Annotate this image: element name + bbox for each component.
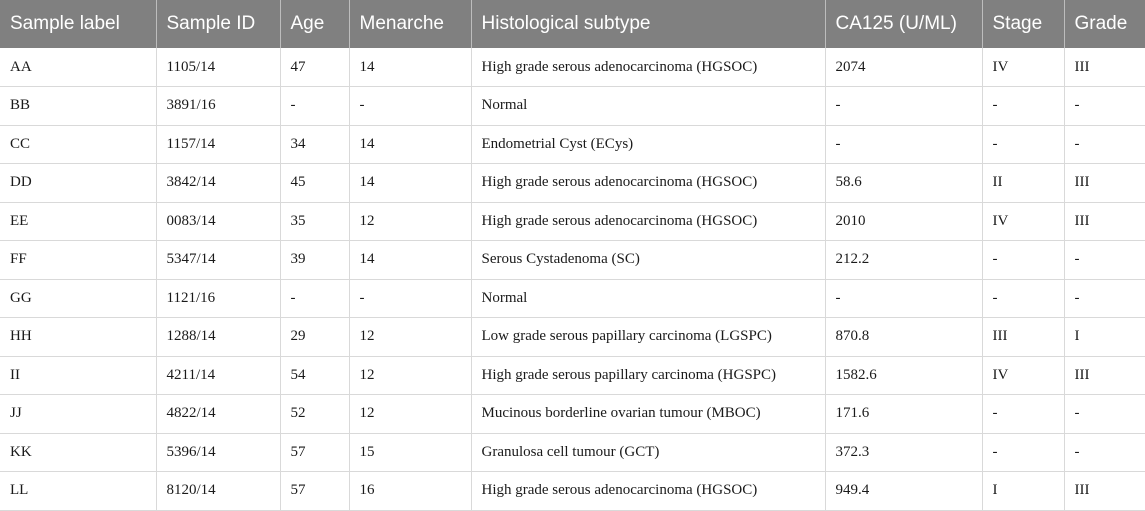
header-grade: Grade	[1074, 13, 1128, 34]
cell-grade: III	[1064, 48, 1145, 87]
table-body	[0, 48, 1145, 510]
cell-age: -	[280, 279, 349, 318]
cell-ca125: 212.2	[825, 241, 982, 280]
cell-stage: II	[982, 164, 1064, 203]
cell-stage: IV	[982, 202, 1064, 241]
cell-ca125: 1582.6	[825, 356, 982, 395]
cell-sample-id: 8120/14	[156, 472, 280, 511]
cell-menarche: 12	[349, 356, 471, 395]
table-row	[0, 164, 1145, 203]
cell-stage: -	[982, 241, 1064, 280]
table-row	[0, 395, 1145, 434]
cell-stage: -	[982, 279, 1064, 318]
cell-stage: -	[982, 395, 1064, 434]
cell-age: 52	[280, 395, 349, 434]
cell-menarche: 14	[349, 125, 471, 164]
header-menarche: Menarche	[349, 0, 471, 48]
cell-menarche: 14	[349, 164, 471, 203]
cell-stage: III	[982, 318, 1064, 357]
cell-ca125: 949.4	[825, 472, 982, 511]
table-row	[0, 318, 1145, 357]
cell-grade: -	[1064, 125, 1145, 164]
cell-sample-label: DD	[0, 164, 156, 203]
cell-histological-subtype: High grade serous papillary carcinoma (HGSPC)	[471, 356, 825, 395]
cell-menarche: 12	[349, 318, 471, 357]
table-header	[0, 0, 1145, 48]
cell-age: 35	[280, 202, 349, 241]
table-row	[0, 125, 1145, 164]
cell-sample-label: JJ	[0, 395, 156, 434]
cell-age: 54	[280, 356, 349, 395]
cell-grade: III	[1064, 472, 1145, 511]
cell-sample-id: 1157/14	[156, 125, 280, 164]
cell-histological-subtype: High grade serous adenocarcinoma (HGSOC)	[471, 48, 825, 87]
cell-age: 45	[280, 164, 349, 203]
cell-menarche: 14	[349, 241, 471, 280]
cell-menarche: 16	[349, 472, 471, 511]
cell-age: -	[280, 87, 349, 126]
table-row	[0, 241, 1145, 280]
cell-sample-label: LL	[0, 472, 156, 511]
cell-menarche: 15	[349, 433, 471, 472]
header-stage: Stage	[982, 0, 1064, 48]
cell-sample-id: 3842/14	[156, 164, 280, 203]
cell-stage: I	[982, 472, 1064, 511]
cell-sample-label: II	[0, 356, 156, 395]
cell-ca125: 171.6	[825, 395, 982, 434]
cell-grade: III	[1064, 164, 1145, 203]
cell-histological-subtype: Normal	[471, 87, 825, 126]
cell-grade: -	[1064, 241, 1145, 280]
cell-stage: IV	[982, 48, 1064, 87]
cell-grade: -	[1064, 433, 1145, 472]
cell-menarche: 12	[349, 395, 471, 434]
cell-histological-subtype: High grade serous adenocarcinoma (HGSOC)	[471, 164, 825, 203]
cell-histological-subtype: High grade serous adenocarcinoma (HGSOC)	[471, 202, 825, 241]
cell-sample-id: 1105/14	[156, 48, 280, 87]
cell-sample-label: EE	[0, 202, 156, 241]
cell-sample-id: 1121/16	[156, 279, 280, 318]
cell-stage: -	[982, 125, 1064, 164]
cell-sample-label: AA	[0, 48, 156, 87]
cell-sample-label: BB	[0, 87, 156, 126]
table-row	[0, 202, 1145, 241]
cell-menarche: -	[349, 279, 471, 318]
cell-histological-subtype: Low grade serous papillary carcinoma (LGSPC)	[471, 318, 825, 357]
cell-ca125: 2010	[825, 202, 982, 241]
table-row	[0, 472, 1145, 511]
cell-stage: -	[982, 87, 1064, 126]
cell-sample-label: HH	[0, 318, 156, 357]
header-ca125: CA125 (U/ML)	[825, 0, 982, 48]
cell-ca125: -	[825, 125, 982, 164]
table-row	[0, 356, 1145, 395]
cell-age: 39	[280, 241, 349, 280]
cell-sample-label: KK	[0, 433, 156, 472]
cell-grade: III	[1064, 356, 1145, 395]
table-row	[0, 433, 1145, 472]
cell-sample-label: CC	[0, 125, 156, 164]
cell-ca125: 870.8	[825, 318, 982, 357]
cell-histological-subtype: High grade serous adenocarcinoma (HGSOC)	[471, 472, 825, 511]
cell-ca125: 58.6	[825, 164, 982, 203]
header-histological-subtype: Histological subtype	[471, 0, 825, 48]
cell-sample-label: FF	[0, 241, 156, 280]
cell-stage: IV	[982, 356, 1064, 395]
cell-sample-id: 3891/16	[156, 87, 280, 126]
cell-sample-id: 0083/14	[156, 202, 280, 241]
cell-ca125: -	[825, 279, 982, 318]
cell-grade: I	[1064, 318, 1145, 357]
cell-age: 57	[280, 472, 349, 511]
cell-histological-subtype: Normal	[471, 279, 825, 318]
cell-histological-subtype: Endometrial Cyst (ECys)	[471, 125, 825, 164]
cell-ca125: -	[825, 87, 982, 126]
cell-age: 57	[280, 433, 349, 472]
cell-menarche: 12	[349, 202, 471, 241]
table-row	[0, 279, 1145, 318]
cell-grade: -	[1064, 87, 1145, 126]
header-row	[0, 0, 1145, 48]
cell-age: 34	[280, 125, 349, 164]
cell-ca125: 372.3	[825, 433, 982, 472]
cell-sample-id: 4822/14	[156, 395, 280, 434]
cell-sample-id: 5396/14	[156, 433, 280, 472]
cell-menarche: -	[349, 87, 471, 126]
cell-grade: -	[1064, 279, 1145, 318]
cell-sample-id: 4211/14	[156, 356, 280, 395]
cell-menarche: 14	[349, 48, 471, 87]
cell-histological-subtype: Mucinous borderline ovarian tumour (MBOC)	[471, 395, 825, 434]
header-age: Age	[280, 0, 349, 48]
table-row	[0, 87, 1145, 126]
cell-sample-id: 1288/14	[156, 318, 280, 357]
cell-grade: -	[1064, 395, 1145, 434]
header-sample-label: Sample label	[0, 0, 156, 48]
cell-stage: -	[982, 433, 1064, 472]
cell-histological-subtype: Serous Cystadenoma (SC)	[471, 241, 825, 280]
cell-age: 47	[280, 48, 349, 87]
header-sample-id: Sample ID	[156, 0, 280, 48]
cell-histological-subtype: Granulosa cell tumour (GCT)	[471, 433, 825, 472]
cell-grade: III	[1064, 202, 1145, 241]
cell-age: 29	[280, 318, 349, 357]
cell-sample-id: 5347/14	[156, 241, 280, 280]
cell-ca125: 2074	[825, 48, 982, 87]
cell-sample-label: GG	[0, 279, 156, 318]
table-row	[0, 48, 1145, 87]
